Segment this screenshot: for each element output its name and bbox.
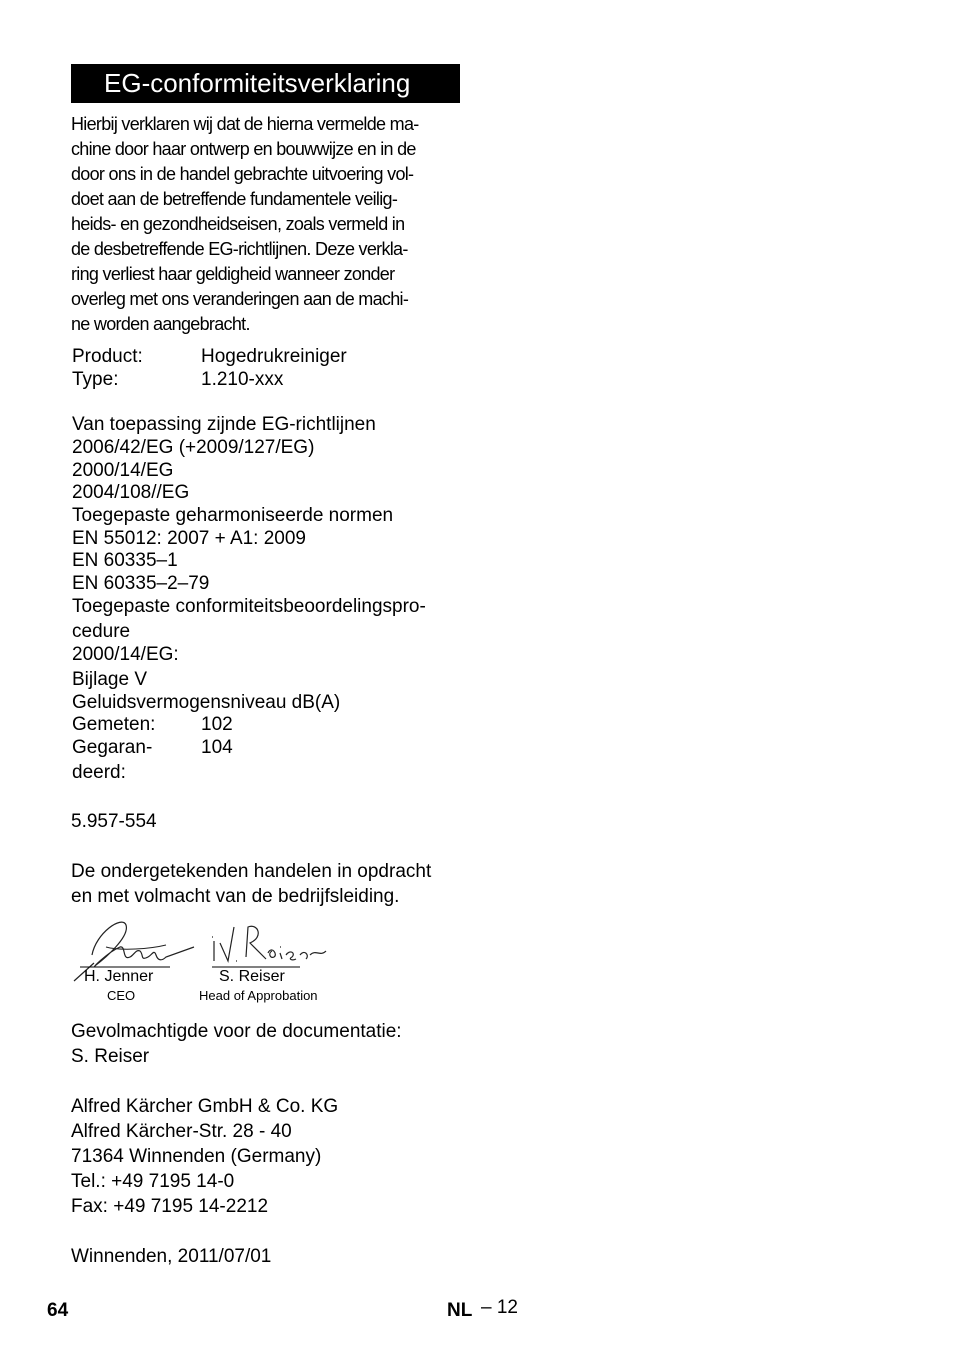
directive-item: 2004/108//EG xyxy=(72,482,190,503)
guaranteed-value: 104 xyxy=(201,737,233,758)
page-title: EG-conformiteitsverklaring xyxy=(71,64,460,103)
procedure-heading: Toegepaste conformiteitsbeoordelingspro- xyxy=(72,596,426,617)
procedure-annex: Bijlage V xyxy=(72,669,147,690)
documentation-label: Gevolmachtigde voor de documentatie: xyxy=(71,1021,402,1042)
intro-line: heids- en gezondheidseisen, zoals vermeld in xyxy=(71,214,405,234)
guaranteed-label-cont: deerd: xyxy=(72,762,126,783)
norm-item: EN 60335–1 xyxy=(72,550,178,571)
norms-heading: Toegepaste geharmoniseerde normen xyxy=(72,505,394,526)
norm-item: EN 60335–2–79 xyxy=(72,573,210,594)
documentation-name: S. Reiser xyxy=(71,1046,150,1067)
company-street: Alfred Kärcher-Str. 28 - 40 xyxy=(71,1121,292,1142)
intro-line: ne worden aangebracht. xyxy=(71,314,250,334)
language-code: NL xyxy=(447,1300,473,1321)
procedure-directive: 2000/14/EG: xyxy=(72,644,179,665)
intro-line: overleg met ons veranderingen aan de machi- xyxy=(71,289,409,309)
sound-heading: Geluidsvermogensniveau dB(A) xyxy=(72,692,341,713)
signatory-role: CEO xyxy=(107,988,136,1003)
signatory-name: H. Jenner xyxy=(84,968,154,985)
company-name: Alfred Kärcher GmbH & Co. KG xyxy=(71,1096,339,1117)
page-number: 64 xyxy=(47,1300,69,1321)
directive-item: 2006/42/EG (+2009/127/EG) xyxy=(72,437,315,458)
procedure-heading-cont: cedure xyxy=(72,621,131,642)
guaranteed-label: Gegaran- xyxy=(72,737,153,758)
company-fax: Fax: +49 7195 14-2212 xyxy=(71,1196,269,1217)
norm-item: EN 55012: 2007 + A1: 2009 xyxy=(72,528,307,549)
reiser-signature xyxy=(212,926,326,961)
intro-line: ring verliest haar geldigheid wanneer zonder xyxy=(71,264,395,284)
company-city: 71364 Winnenden (Germany) xyxy=(71,1146,322,1167)
type-label: Type: xyxy=(72,369,119,390)
signatory-name: S. Reiser xyxy=(219,968,285,985)
product-label: Product: xyxy=(72,346,143,367)
company-tel: Tel.: +49 7195 14-0 xyxy=(71,1171,235,1192)
directive-item: 2000/14/EG xyxy=(72,460,174,481)
intro-line: de desbetreffende EG-richtlijnen. Deze verkla- xyxy=(71,239,408,259)
signatory-role: Head of Approbation xyxy=(199,988,318,1003)
place-date: Winnenden, 2011/07/01 xyxy=(71,1246,272,1267)
directives-heading: Van toepassing zijnde EG-richtlijnen xyxy=(72,414,376,435)
mandate-line: De ondergetekenden handelen in opdracht xyxy=(71,861,432,882)
type-value: 1.210-xxx xyxy=(201,369,284,390)
product-value: Hogedrukreiniger xyxy=(201,346,347,367)
intro-line: Hierbij verklaren wij dat de hierna vermelde ma- xyxy=(71,114,419,134)
document-number: 5.957-554 xyxy=(71,811,157,832)
section-page: – 12 xyxy=(481,1297,518,1318)
intro-line: doet aan de betreffende fundamentele veilig- xyxy=(71,189,398,209)
intro-paragraph xyxy=(71,112,466,337)
mandate-line: en met volmacht van de bedrijfsleiding. xyxy=(71,886,400,907)
intro-line: chine door haar ontwerp en bouwwijze en in de xyxy=(71,139,416,159)
intro-line: door ons in de handel gebrachte uitvoering vol- xyxy=(71,164,414,184)
measured-value: 102 xyxy=(201,714,233,735)
measured-label: Gemeten: xyxy=(72,714,156,735)
